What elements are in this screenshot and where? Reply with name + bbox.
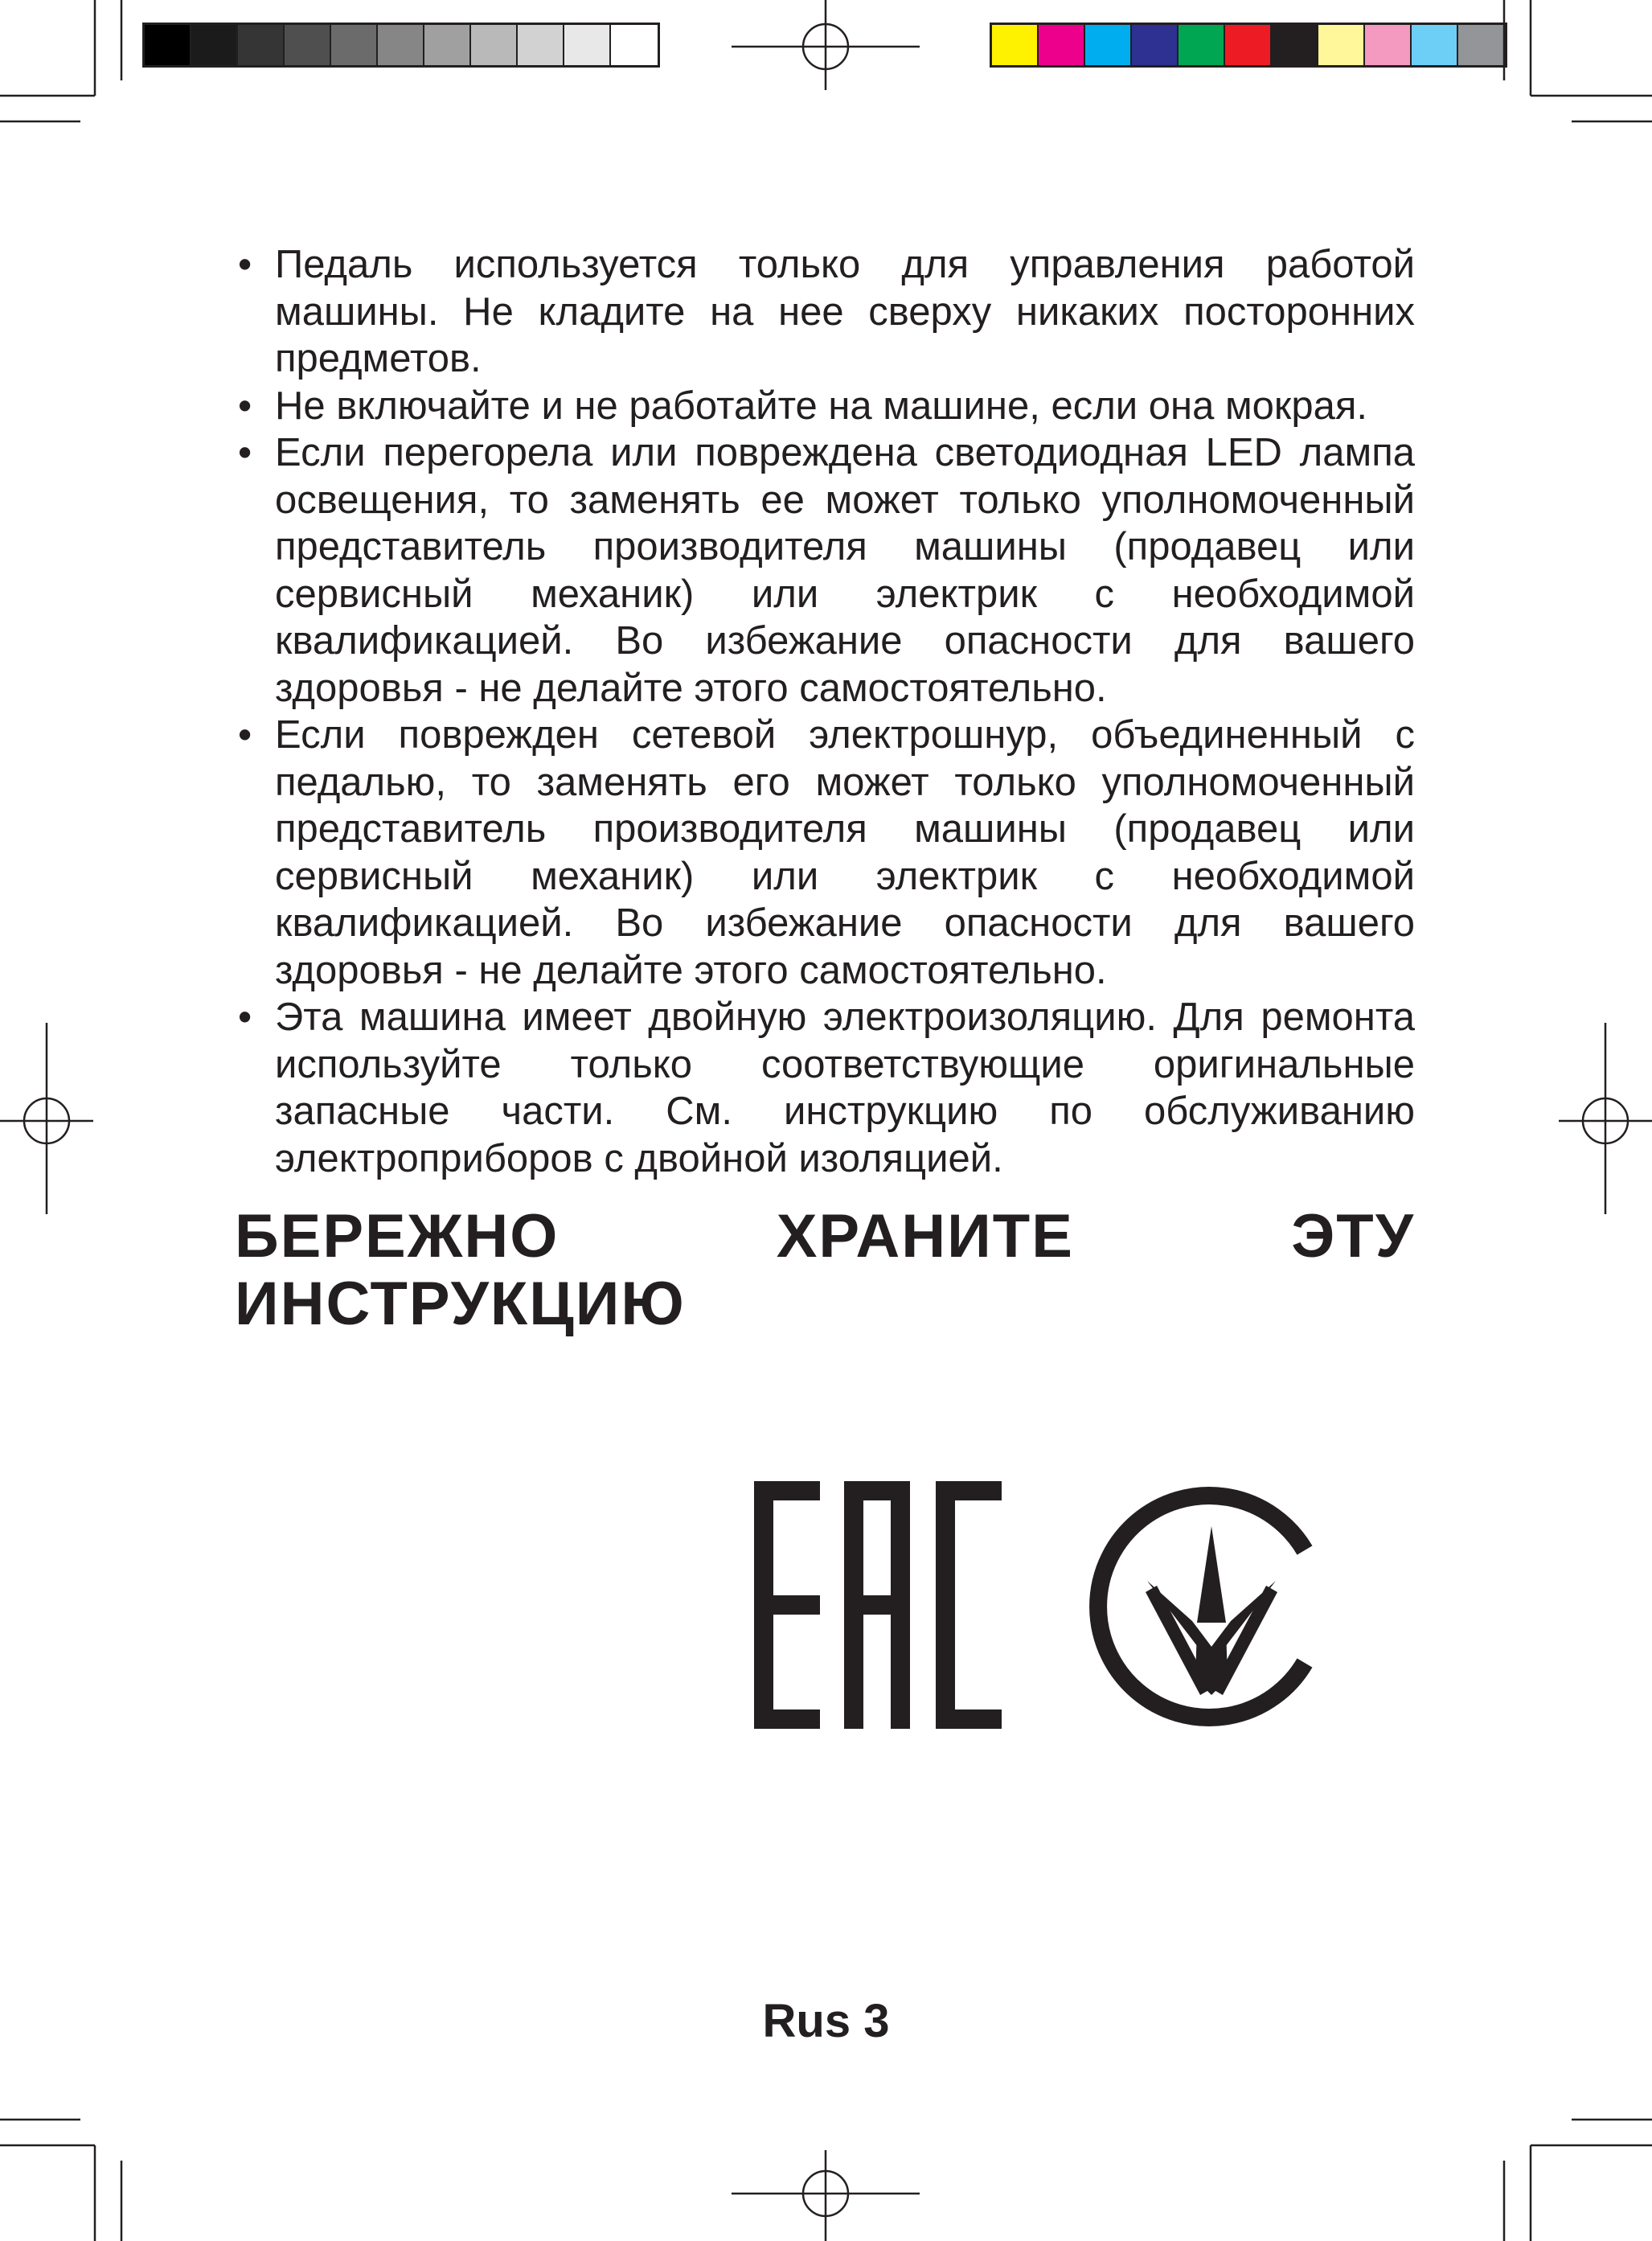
list-item: • Не включайте и не работайте на машине, если она мокрая. — [235, 383, 1415, 430]
calibration-swatch — [1179, 25, 1225, 65]
list-item: • Если поврежден сетевой электрошнур, объединенный с педалью, то заменять его может только уполномоченный представитель производителя машины (продавец или сервисный механик) или электрик с необходимой квалификацией. Во избежание опасности для вашего здоровья - не делайте этого самостоятельно. — [235, 712, 1415, 994]
list-item: • Педаль используется только для управления работой машины. Не кладите на нее сверху никаких посторонних предметов. — [235, 241, 1415, 383]
calibration-swatch — [1132, 25, 1179, 65]
calibration-swatch — [518, 25, 564, 65]
eac-logo-icon — [754, 1481, 1002, 1729]
calibration-swatch — [378, 25, 424, 65]
calibration-swatch — [1458, 25, 1505, 65]
list-item: • Эта машина имеет двойную электроизоляцию. Для ремонта используйте только соответствующие оригинальные запасные части. См. инструкцию по обслуживанию электроприборов с двойной изоляцией. — [235, 994, 1415, 1182]
calibration-swatch — [564, 25, 611, 65]
grayscale-calibration-strip — [142, 23, 660, 68]
color-calibration-strip — [990, 23, 1507, 68]
main-content — [235, 241, 1415, 1338]
calibration-swatch — [1412, 25, 1458, 65]
calibration-swatch — [611, 25, 658, 65]
calibration-swatch — [1318, 25, 1365, 65]
calibration-swatch — [285, 25, 331, 65]
safety-instructions-list — [235, 241, 1415, 1182]
calibration-swatch — [331, 25, 378, 65]
ukraine-conformity-mark-icon — [1089, 1478, 1347, 1735]
calibration-swatch — [992, 25, 1039, 65]
calibration-swatch — [1272, 25, 1318, 65]
calibration-swatch — [1365, 25, 1412, 65]
calibration-swatch — [424, 25, 471, 65]
calibration-swatch — [238, 25, 285, 65]
calibration-swatch — [1085, 25, 1132, 65]
calibration-swatch — [191, 25, 238, 65]
page-number: Rus 3 — [762, 1995, 890, 2047]
calibration-swatch — [1039, 25, 1085, 65]
calibration-swatch — [471, 25, 518, 65]
keep-instructions-heading: БЕРЕЖНО ХРАНИТЕ ЭТУ ИНСТРУКЦИЮ — [235, 1202, 1415, 1338]
calibration-swatch — [145, 25, 191, 65]
list-item: • Если перегорела или повреждена светодиодная LED лампа освещения, то заменять ее может только уполномоченный представитель производителя машины (продавец или сервисный механик) или электрик с необходимой квалификацией. Во избежание опасности для вашего здоровья - не делайте этого самостоятельно. — [235, 429, 1415, 712]
calibration-swatch — [1225, 25, 1272, 65]
